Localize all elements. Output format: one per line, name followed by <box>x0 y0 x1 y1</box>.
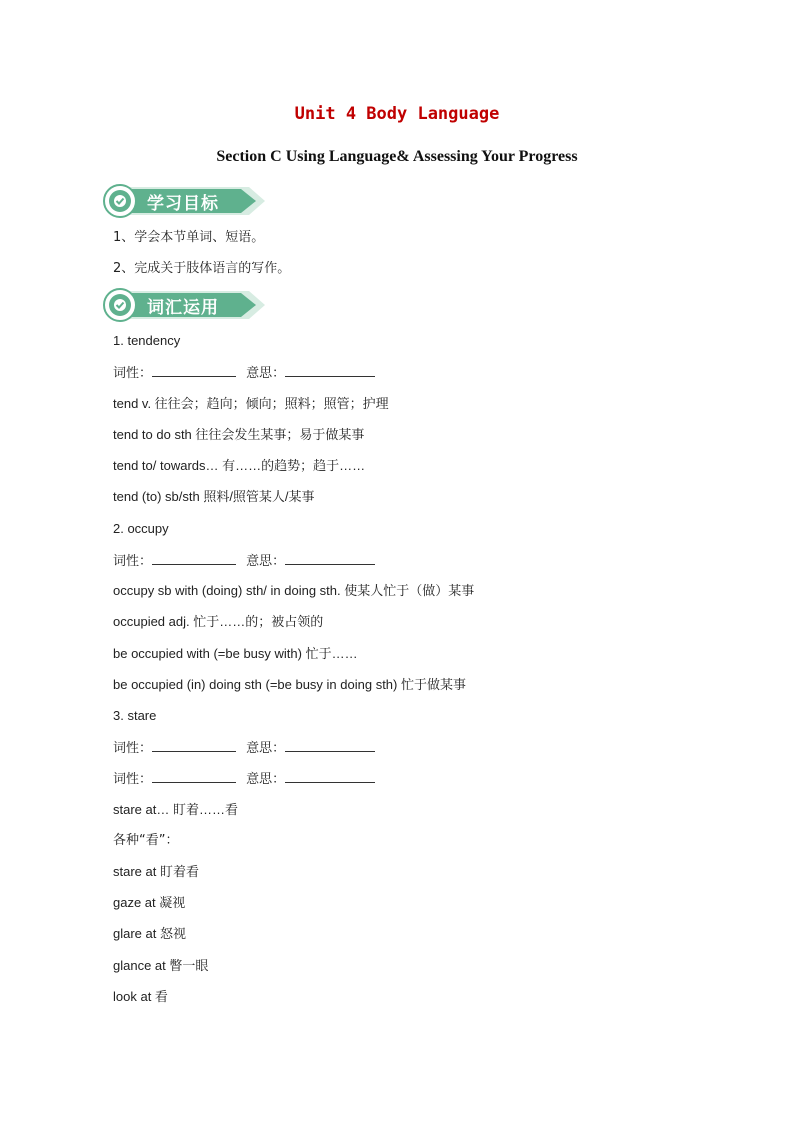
vocab-line: tend to/ towards… 有……的趋势；趋于…… <box>113 458 366 473</box>
vocab-line: stare at 盯着看 <box>113 864 199 879</box>
page-subtitle: Section C Using Language& Assessing Your Progress <box>216 148 578 165</box>
vocab-line: be occupied with (=be busy with) 忙于…… <box>113 646 358 661</box>
pos-label: 词性： <box>113 366 153 381</box>
vocab-line: tend (to) sb/sth 照料/照管某人/某事 <box>113 489 315 504</box>
check-circle-icon <box>104 185 136 217</box>
vocab-line: stare at… 盯着……看 <box>113 802 238 817</box>
meaning-label: 意思： <box>246 772 286 787</box>
vocab-line: gaze at 凝视 <box>113 895 186 910</box>
meaning-blank[interactable] <box>285 739 375 752</box>
vocab-line: be occupied (in) doing sth (=be busy in doing sth) 忙于做某事 <box>113 677 466 692</box>
vocab-line: tend to do sth 往往会发生某事；易于做某事 <box>113 427 365 442</box>
pos-blank[interactable] <box>152 770 236 783</box>
pos-blank[interactable] <box>152 364 236 377</box>
vocab-line: occupy sb with (doing) sth/ in doing sth. 使某人忙于（做）某事 <box>113 583 475 598</box>
meaning-blank[interactable] <box>285 552 375 565</box>
objectives-heading: 学习目标 <box>147 194 219 214</box>
pos-blank[interactable] <box>152 552 236 565</box>
vocab-line: 各种“看”： <box>113 833 179 848</box>
vocab-line: occupied adj. 忙于……的；被占领的 <box>113 614 324 629</box>
pos-label: 词性： <box>113 554 153 569</box>
word-heading: 3. stare <box>113 708 157 723</box>
fill-in-row <box>113 770 381 788</box>
check-circle-icon <box>104 289 136 321</box>
meaning-label: 意思： <box>246 741 286 756</box>
fill-in-row <box>113 739 381 757</box>
vocab-line: tend v. 往往会；趋向；倾向；照料；照管；护理 <box>113 396 389 411</box>
objectives-banner <box>101 183 265 219</box>
word-heading: 2. occupy <box>113 521 169 536</box>
pos-label: 词性： <box>113 772 153 787</box>
vocab-line: glance at 瞥一眼 <box>113 958 209 973</box>
meaning-blank[interactable] <box>285 770 375 783</box>
meaning-blank[interactable] <box>285 364 375 377</box>
fill-in-row <box>113 552 381 570</box>
fill-in-row <box>113 364 381 382</box>
pos-label: 词性： <box>113 741 153 756</box>
vocab-banner <box>101 287 265 323</box>
page-title: Unit 4 Body Language <box>294 104 500 124</box>
vocab-line: look at 看 <box>113 989 168 1004</box>
objective-item: 2、完成关于肢体语言的写作。 <box>113 261 291 276</box>
word-heading: 1. tendency <box>113 333 181 348</box>
meaning-label: 意思： <box>246 366 286 381</box>
pos-blank[interactable] <box>152 739 236 752</box>
vocab-line: glare at 怒视 <box>113 926 186 941</box>
objective-item: 1、学会本节单词、短语。 <box>113 230 265 245</box>
meaning-label: 意思： <box>246 554 286 569</box>
vocab-heading: 词汇运用 <box>147 298 219 318</box>
